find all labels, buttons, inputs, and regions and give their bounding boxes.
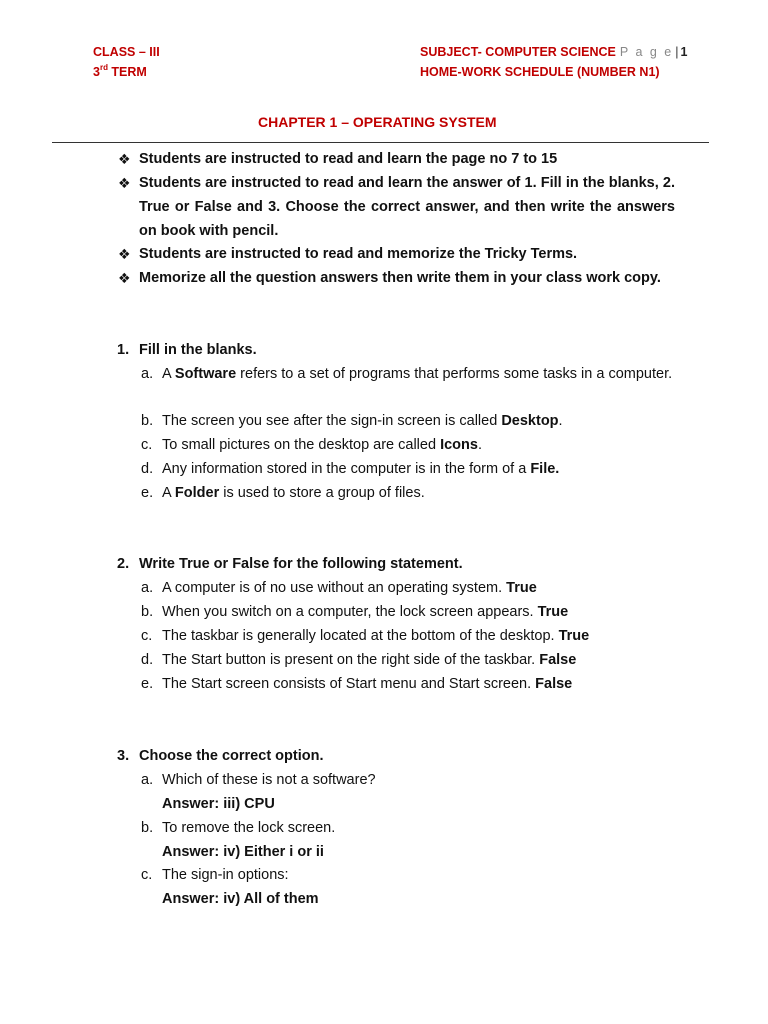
- list-item: [162, 481, 682, 505]
- list-item: [162, 576, 682, 600]
- item-answer: True: [506, 580, 537, 596]
- list-item: [162, 433, 682, 457]
- item-text: refers to a set of programs that performs some tasks in a computer.: [236, 366, 673, 382]
- bullet-icon: ❖: [118, 246, 131, 262]
- item-text: The Start screen consists of Start menu and Start screen.: [162, 676, 536, 692]
- question-text: The sign-in options:: [162, 867, 289, 883]
- item-text: A computer is of no use without an operating system.: [162, 580, 507, 596]
- question-text: Which of these is not a software?: [162, 772, 376, 788]
- item-text: To small pictures on the desktop are called: [162, 437, 441, 453]
- item-answer: Desktop: [501, 413, 559, 429]
- item-letter: d.: [141, 461, 154, 477]
- section-number: 3.: [117, 748, 130, 764]
- item-answer: False: [539, 652, 577, 668]
- page-separator: |: [675, 45, 679, 59]
- item-text: A: [162, 366, 175, 382]
- item-text: The taskbar is generally located at the bottom of the desktop.: [162, 628, 559, 644]
- term-suffix: rd: [99, 63, 108, 72]
- item-answer: Software: [174, 366, 237, 382]
- section-title: Write True or False for the following statement.: [139, 556, 463, 572]
- term-number: 3: [93, 65, 100, 79]
- item-letter: a.: [141, 366, 154, 382]
- bullet-icon: ❖: [118, 270, 131, 286]
- list-item: [162, 648, 682, 672]
- bullet-icon: ❖: [118, 151, 131, 167]
- item-letter: d.: [141, 652, 154, 668]
- item-letter: c.: [141, 437, 153, 453]
- class-label: CLASS – III: [93, 45, 160, 59]
- item-answer: Folder: [174, 485, 220, 501]
- item-text: A: [162, 485, 175, 501]
- instruction-item: Memorize all the question answers then write them in your class work copy.: [139, 270, 661, 286]
- item-answer: True: [558, 628, 590, 644]
- item-letter: a.: [141, 772, 154, 788]
- title-divider: [52, 142, 709, 143]
- page-number: 1: [680, 45, 688, 59]
- list-item: [162, 409, 682, 433]
- subject-text: SUBJECT- COMPUTER SCIENCE: [420, 45, 616, 59]
- item-letter: b.: [141, 820, 154, 836]
- subject-label: [420, 45, 687, 59]
- item-text: .: [558, 413, 563, 429]
- item-text: Any information stored in the computer is in the form of a: [162, 461, 531, 477]
- item-letter: c.: [141, 867, 153, 883]
- answer-text: Answer: iii) CPU: [162, 796, 275, 812]
- item-answer: True: [537, 604, 569, 620]
- section-number: 2.: [117, 556, 130, 572]
- item-text: The screen you see after the sign-in screen is called: [162, 413, 502, 429]
- item-text: The Start button is present on the right side of the taskbar.: [162, 652, 540, 668]
- section-number: 1.: [117, 342, 130, 358]
- chapter-title: CHAPTER 1 – OPERATING SYSTEM: [258, 114, 497, 130]
- instruction-item: Students are instructed to read and learn the page no 7 to 15: [139, 151, 558, 167]
- bullet-icon: ❖: [118, 175, 131, 191]
- instruction-item: Students are instructed to read and memorize the Tricky Terms.: [139, 246, 578, 262]
- item-letter: b.: [141, 413, 154, 429]
- item-answer: Icons: [440, 437, 478, 453]
- item-letter: c.: [141, 628, 153, 644]
- instruction-item: Students are instructed to read and learn the answer of 1. Fill in the blanks, 2. True or False and 3. Choose the correct answer, and then write the answers on book with pencil.: [139, 175, 675, 239]
- list-item: [162, 457, 682, 481]
- item-letter: e.: [141, 676, 154, 692]
- item-letter: a.: [141, 580, 154, 596]
- answer-text: Answer: iv) All of them: [162, 891, 319, 907]
- schedule-label: HOME-WORK SCHEDULE (NUMBER N1): [420, 65, 660, 79]
- item-answer: File.: [530, 461, 560, 477]
- list-item: [162, 672, 682, 696]
- page-word: P a g e: [619, 45, 674, 59]
- item-text: When you switch on a computer, the lock screen appears.: [162, 604, 538, 620]
- question-text: To remove the lock screen.: [162, 820, 336, 836]
- item-text: is used to store a group of files.: [219, 485, 425, 501]
- list-item: [162, 362, 682, 386]
- term-text: TERM: [107, 65, 147, 79]
- section-title: Choose the correct option.: [139, 748, 324, 764]
- item-letter: e.: [141, 485, 154, 501]
- item-text: .: [477, 437, 482, 453]
- item-letter: b.: [141, 604, 154, 620]
- list-item: [162, 600, 682, 624]
- term-label: [93, 65, 147, 79]
- section-title: Fill in the blanks.: [139, 342, 257, 358]
- answer-text: Answer: iv) Either i or ii: [162, 844, 324, 860]
- list-item: [162, 624, 682, 648]
- item-answer: False: [535, 676, 573, 692]
